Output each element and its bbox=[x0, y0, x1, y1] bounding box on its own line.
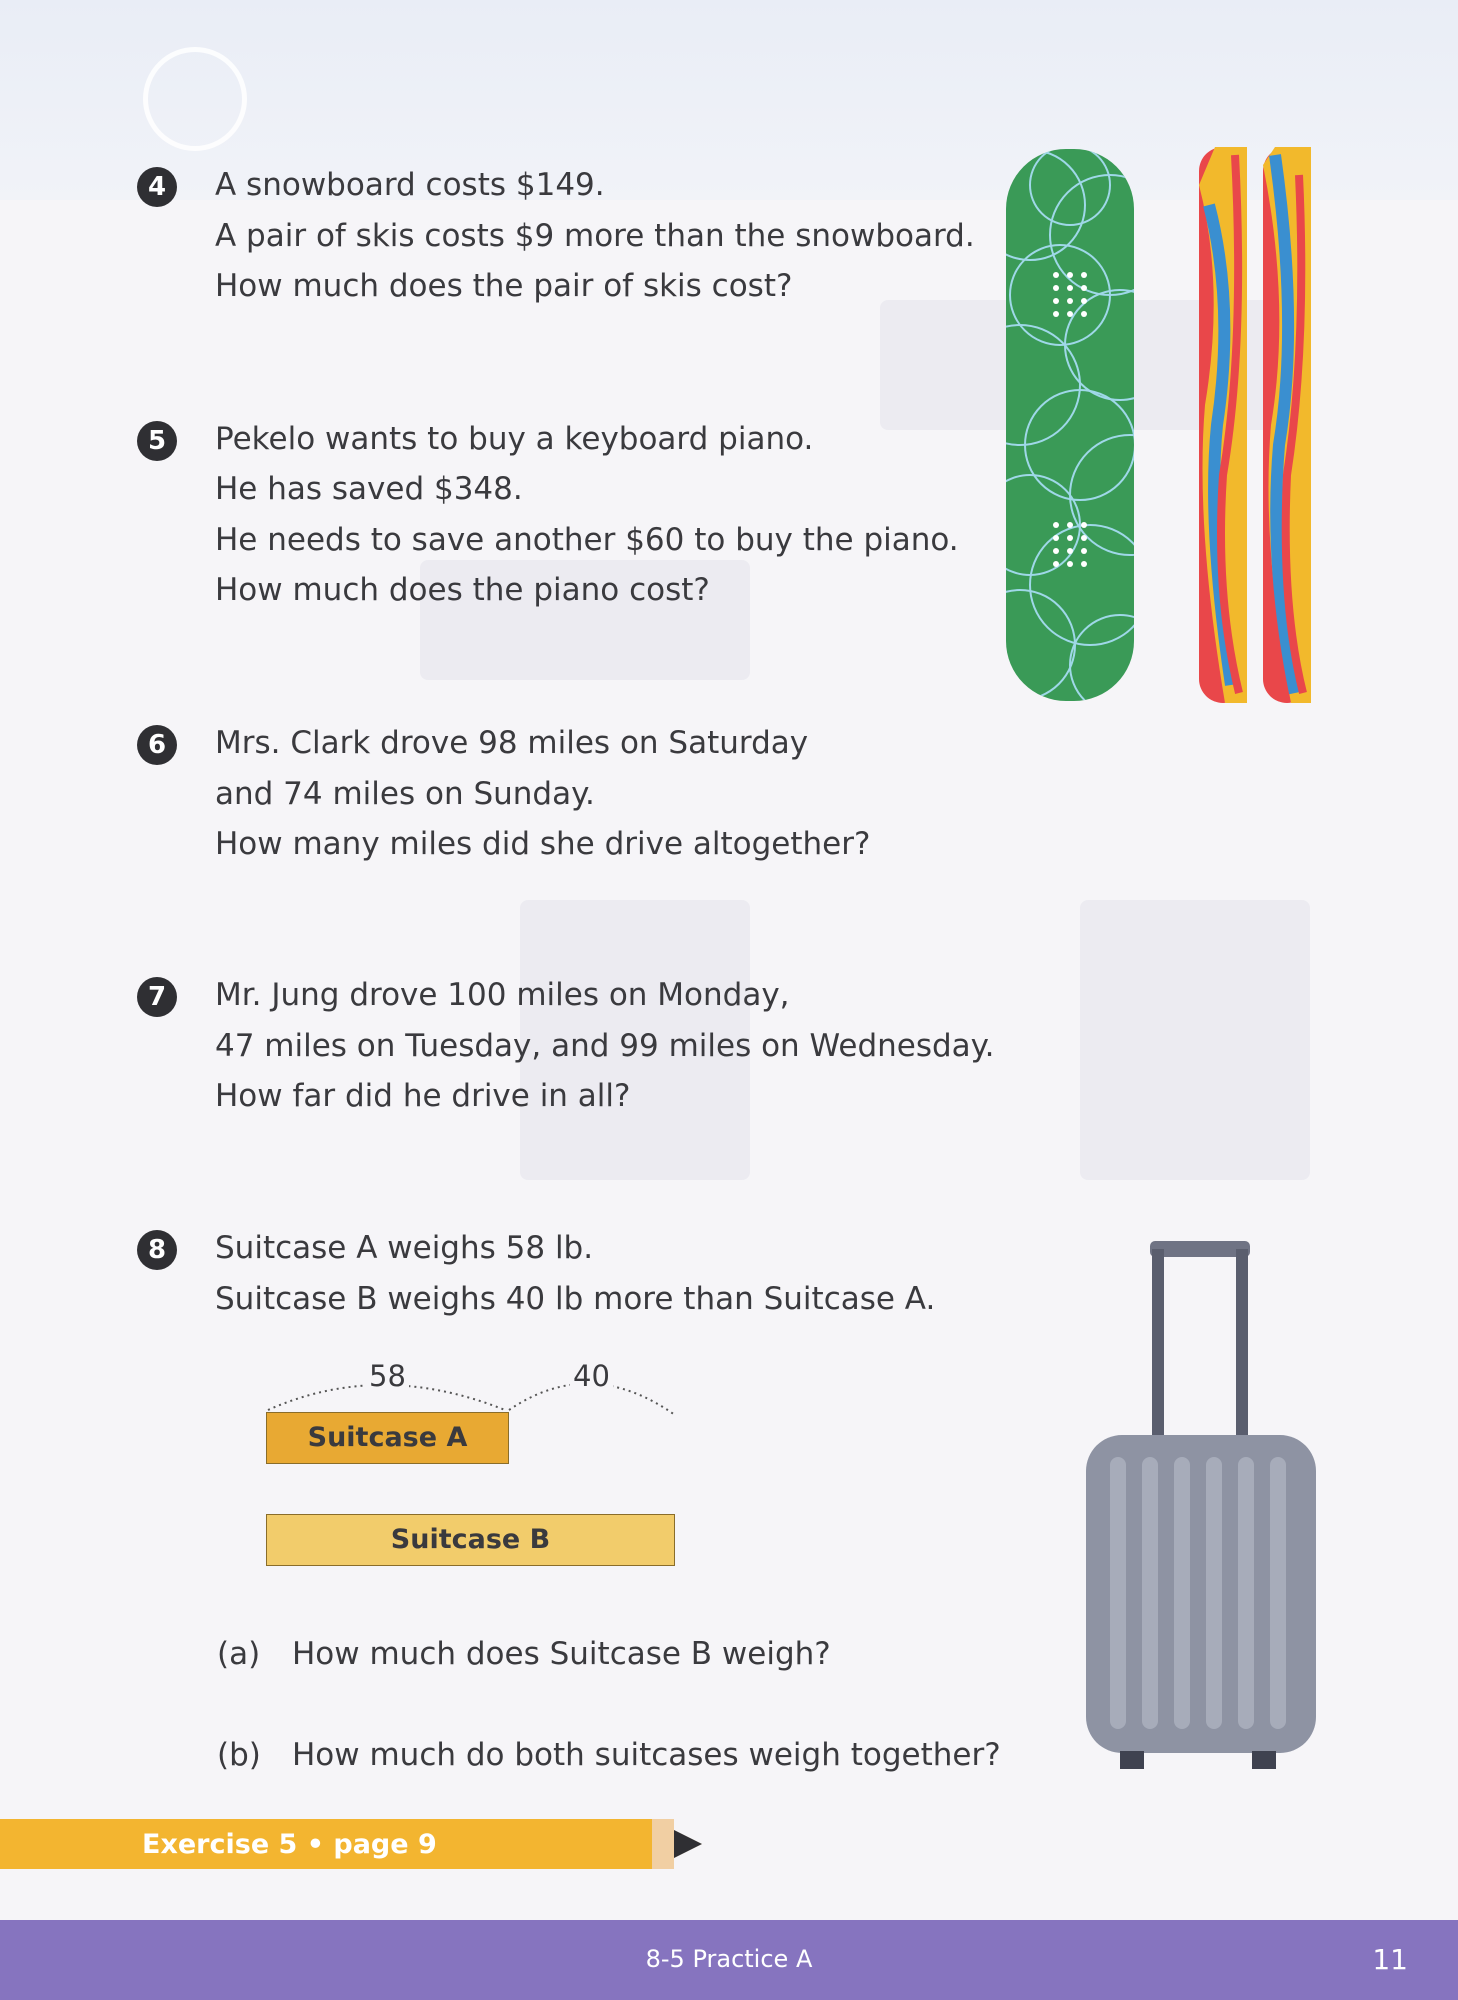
exercise-reference: Exercise 5 • page 9 bbox=[142, 1829, 437, 1860]
subquestion-a-text: How much does Suitcase B weigh? bbox=[292, 1636, 831, 1672]
question-text: Pekelo wants to buy a keyboard piano. bbox=[215, 421, 814, 457]
question-text: Suitcase B weighs 40 lb more than Suitcase A. bbox=[215, 1281, 936, 1317]
suitcase-illustration bbox=[1080, 1235, 1320, 1775]
question-text: He has saved $348. bbox=[215, 471, 523, 507]
question-text: A snowboard costs $149. bbox=[215, 167, 605, 203]
page-number: 11 bbox=[1372, 1943, 1408, 1976]
question-number: 5 bbox=[137, 421, 177, 461]
question-text: How far did he drive in all? bbox=[215, 1078, 631, 1114]
question-text: and 74 miles on Sunday. bbox=[215, 776, 595, 812]
suitcase-b-bar: Suitcase B bbox=[266, 1514, 675, 1566]
question-text: Mr. Jung drove 100 miles on Monday, bbox=[215, 977, 790, 1013]
question-text: How much does the piano cost? bbox=[215, 572, 710, 608]
subquestion-b-label: (b) bbox=[217, 1737, 261, 1773]
suitcase-a-bar: Suitcase A bbox=[266, 1412, 509, 1464]
skis-illustration bbox=[1195, 145, 1320, 705]
bar-label-40: 40 bbox=[570, 1359, 613, 1393]
snowboard-illustration bbox=[1000, 145, 1140, 705]
question-text: 47 miles on Tuesday, and 99 miles on Wednesday. bbox=[215, 1028, 995, 1064]
subquestion-a-label: (a) bbox=[217, 1636, 261, 1672]
question-number: 7 bbox=[137, 977, 177, 1017]
bar-label-58: 58 bbox=[366, 1359, 409, 1393]
question-text: He needs to save another $60 to buy the piano. bbox=[215, 522, 959, 558]
question-number: 6 bbox=[137, 725, 177, 765]
question-text: How much does the pair of skis cost? bbox=[215, 268, 793, 304]
pencil-tip-icon bbox=[652, 1819, 704, 1869]
subquestion-b-text: How much do both suitcases weigh together? bbox=[292, 1737, 1001, 1773]
section-title: 8-5 Practice A bbox=[645, 1945, 813, 1973]
question-text: How many miles did she drive altogether? bbox=[215, 826, 871, 862]
question-text: Mrs. Clark drove 98 miles on Saturday bbox=[215, 725, 809, 761]
question-text: A pair of skis costs $9 more than the snowboard. bbox=[215, 218, 975, 254]
question-number: 8 bbox=[137, 1230, 177, 1270]
question-number: 4 bbox=[137, 167, 177, 207]
question-text: Suitcase A weighs 58 lb. bbox=[215, 1230, 594, 1266]
